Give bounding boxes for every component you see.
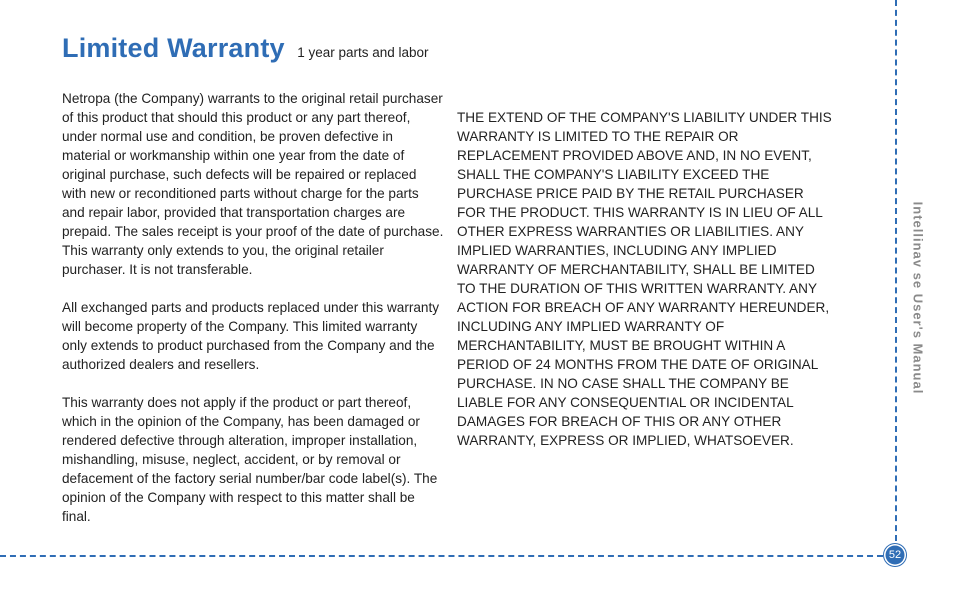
right-column	[457, 108, 835, 450]
vertical-dashed-border	[895, 0, 897, 541]
page-header	[62, 33, 429, 64]
left-column	[62, 89, 444, 545]
manual-title-label: Intellinav se User's Manual	[910, 201, 926, 395]
horizontal-dashed-border	[0, 555, 883, 557]
warranty-paragraph: Netropa (the Company) warrants to the original retail purchaser of this product that should this product or any part thereof, under normal use and condition, be proven defective in material or workmanship within one year from the date of original purchase, such defects will be repaired or replaced with new or reconditioned parts without charge for the parts and repair labor, provided that transportation charges are prepaid. The sales receipt is your proof of the date of purchase. This warranty only extends to you, the original retailer purchaser. It is not transferable.	[62, 91, 444, 277]
warranty-paragraph: This warranty does not apply if the product or part thereof, which in the opinion of the Company, has been damaged or rendered defective through alteration, improper installation, mishandling, misuse, neglect, accident, or by removal or defacement of the factory serial number/bar code label(s). The opinion of the Company with respect to this matter shall be final.	[62, 395, 438, 524]
page-number-badge: 52	[884, 544, 906, 566]
warranty-paragraph: All exchanged parts and products replaced under this warranty will become property of the Company. This limited warranty only extends to product purchased from the Company and the authorized dealers and resellers.	[62, 300, 440, 372]
page-title: Limited Warranty	[62, 33, 285, 63]
liability-paragraph: THE EXTEND OF THE COMPANY'S LIABILITY UNDER THIS WARRANTY IS LIMITED TO THE REPAIR OR REPLACEMENT PROVIDED ABOVE AND, IN NO EVENT, SHALL THE COMPANY'S LIABILITY EXCEED THE PURCHASE PRICE PAID BY THE RETAIL PURCHASER FOR THE PRODUCT. THIS WARRANTY IS IN LIEU OF ALL OTHER EXPRESS WARRANTIES OR LIABILITIES. ANY IMPLIED WARRANTIES, INCLUDING ANY IMPLIED WARRANTY OF MERCHANTABILITY, SHALL BE LIMITED TO THE DURATION OF THIS WRITTEN WARRANTY. ANY ACTION FOR BREACH OF ANY WARRANTY HEREUNDER, INCLUDING ANY IMPLIED WARRANTY OF MERCHANTABILITY, MUST BE BROUGHT WITHIN A PERIOD OF 24 MONTHS FROM THE DATE OF ORIGINAL PURCHASE. IN NO CASE SHALL THE COMPANY BE LIABLE FOR ANY CONSEQUENTIAL OR INCIDENTAL DAMAGES FOR BREACH OF THIS OR ANY OTHER WARRANTY, EXPRESS OR IMPLIED, WHATSOEVER.	[457, 110, 832, 448]
page-subtitle: 1 year parts and labor	[297, 45, 429, 60]
